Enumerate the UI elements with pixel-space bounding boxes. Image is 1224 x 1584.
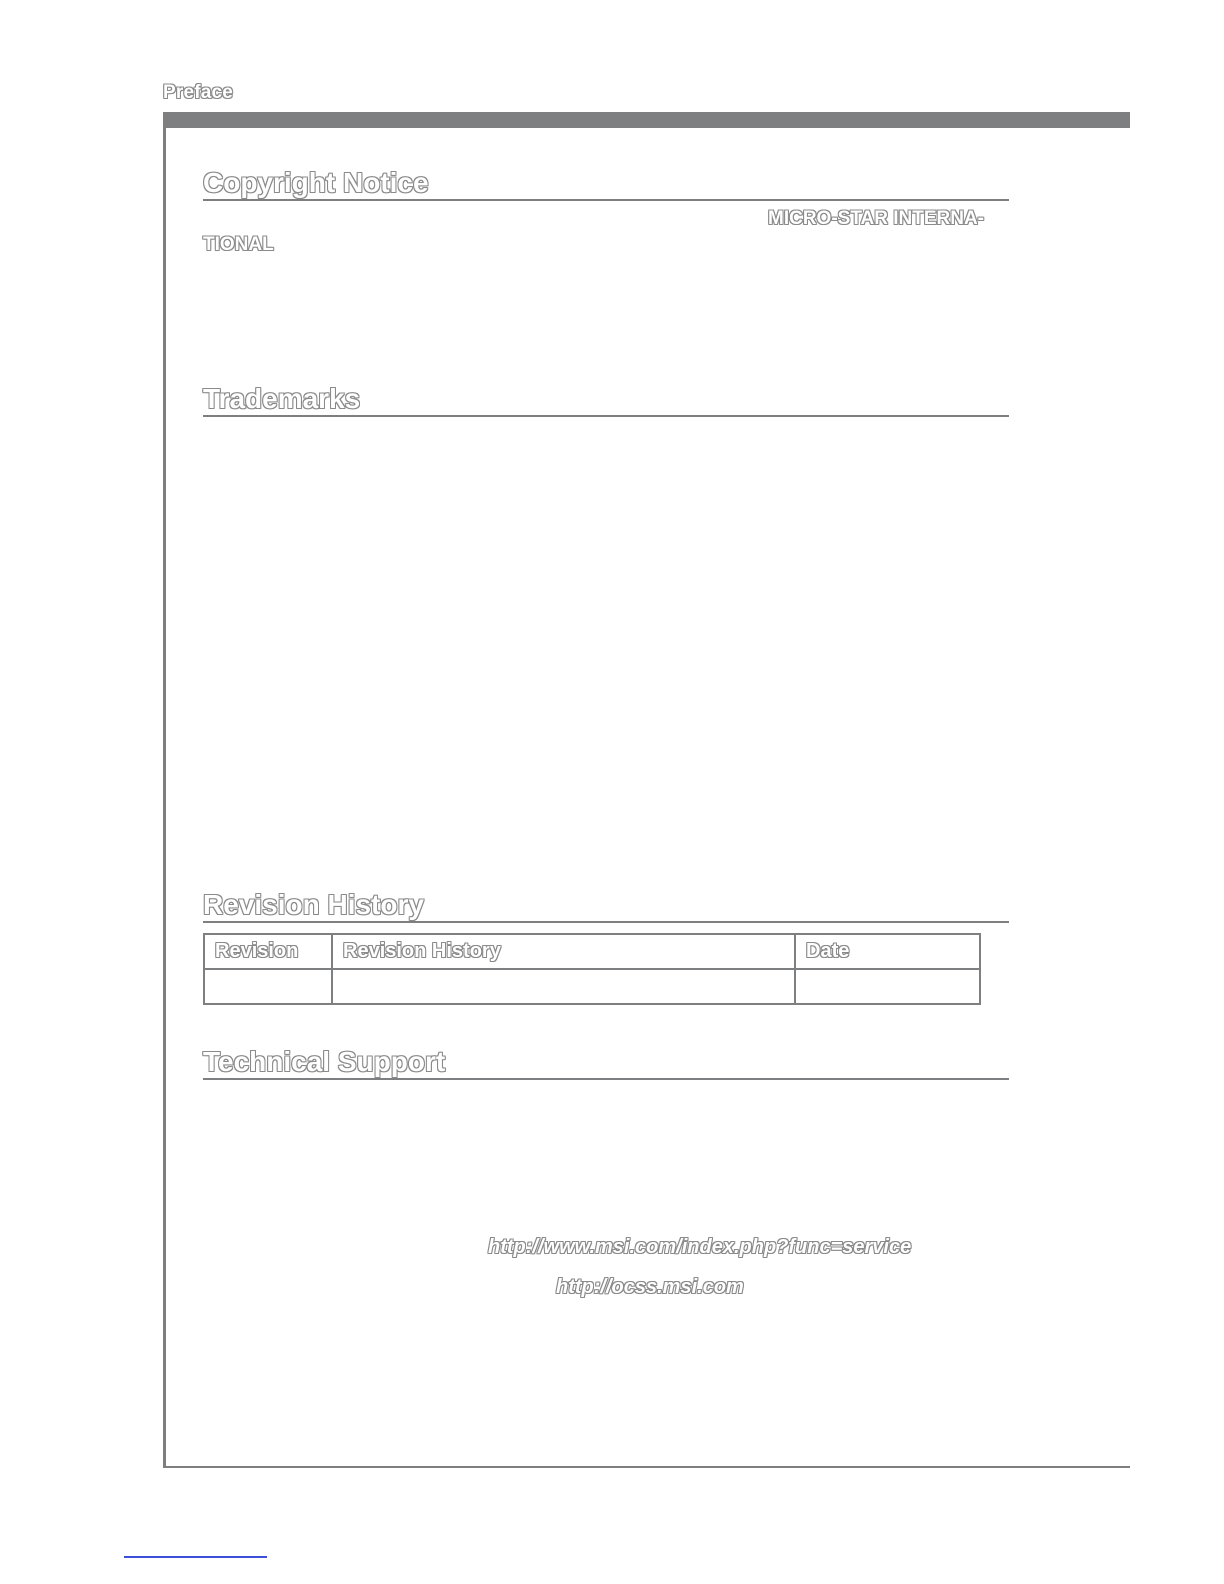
copyright-notice-heading: Copyright Notice bbox=[203, 168, 1009, 201]
header-bar bbox=[163, 112, 1130, 128]
column-header-revision-history: Revision History bbox=[332, 934, 795, 969]
table-cell-revision bbox=[204, 969, 332, 1004]
footer-link-underline bbox=[124, 1556, 267, 1558]
table-cell-date bbox=[795, 969, 980, 1004]
left-border-rule bbox=[163, 112, 166, 1468]
company-name-line1: MICRO-STAR INTERNA- bbox=[768, 208, 985, 229]
ocss-url-link[interactable]: http://ocss.msi.com bbox=[556, 1276, 744, 1298]
column-header-revision: Revision bbox=[204, 934, 332, 969]
trademarks-heading: Trademarks bbox=[203, 384, 1009, 417]
service-url-link[interactable]: http://www.msi.com/index.php?func=service bbox=[488, 1236, 912, 1258]
technical-support-heading: Technical Support bbox=[203, 1047, 1009, 1080]
bottom-border-rule bbox=[163, 1466, 1130, 1468]
table-row bbox=[204, 969, 980, 1004]
table-header-row bbox=[204, 934, 980, 969]
page-header-label: Preface bbox=[163, 82, 234, 103]
column-header-date: Date bbox=[795, 934, 980, 969]
revision-history-heading: Revision History bbox=[203, 890, 1009, 923]
company-name-line2: TIONAL bbox=[203, 234, 274, 255]
table-cell-history bbox=[332, 969, 795, 1004]
revision-history-table bbox=[203, 933, 981, 1005]
